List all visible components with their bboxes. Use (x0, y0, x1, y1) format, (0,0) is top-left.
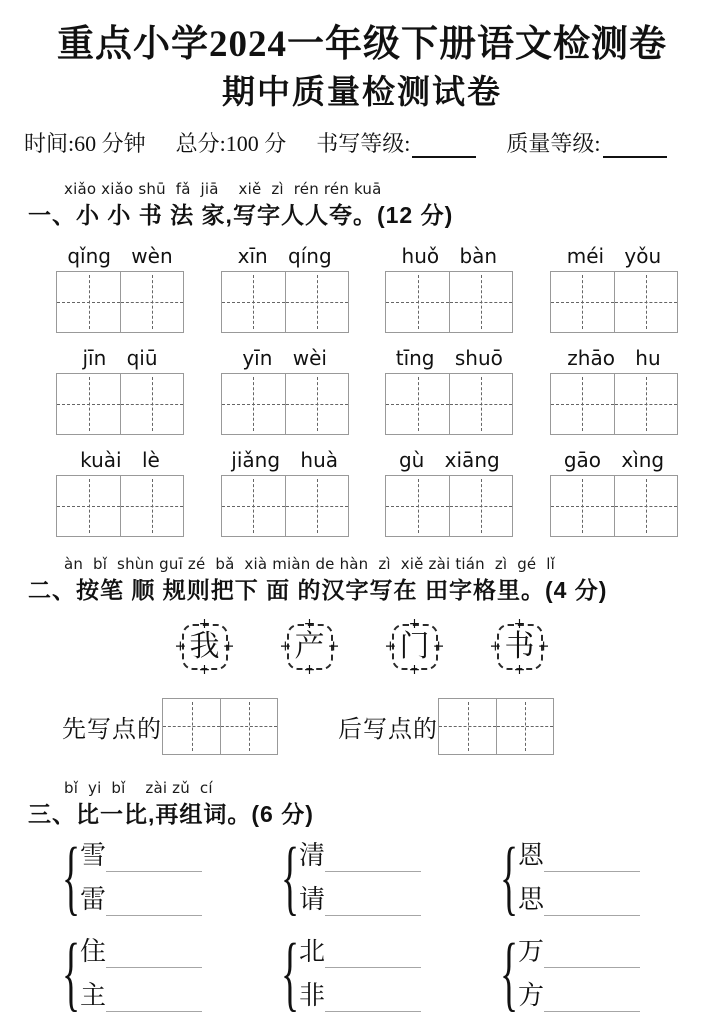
brace-icon: { (500, 830, 519, 924)
word-pinyin: xīn qíng (237, 243, 332, 268)
section1-pinyin-hint: xiǎo xiǎo shū fǎ jiā xiě zì rén rén kuā (64, 179, 382, 198)
tianzige-cell[interactable] (614, 272, 677, 332)
tianzige-cell[interactable] (222, 476, 285, 536)
brace-icon: { (62, 830, 81, 924)
tianzige-cell[interactable] (285, 374, 348, 434)
brace-icon: { (62, 926, 81, 1020)
word-pinyin: qǐng wèn (67, 243, 173, 268)
word-block (221, 244, 349, 333)
word-pinyin: tīng shuō (395, 345, 503, 370)
word-pinyin: zhāo hu (567, 345, 661, 370)
pair-line (80, 884, 202, 916)
word-row (56, 346, 678, 435)
section3-heading: 三、比一比,再组词。(6 分) (28, 800, 314, 827)
first-dot-label: 先写点的 (62, 716, 162, 743)
pair-char-bottom: 思 (518, 884, 545, 914)
word-block (56, 244, 184, 333)
tianzige-box (550, 373, 678, 435)
tianzige-cell[interactable] (551, 476, 614, 536)
word-block (221, 448, 349, 537)
word-pinyin: huǒ bàn (401, 243, 498, 268)
compare-pair (500, 830, 719, 924)
answer-blank[interactable] (106, 940, 202, 968)
pair-char-top: 北 (299, 936, 326, 966)
answer-blank[interactable] (544, 940, 640, 968)
word-pinyin: méi yǒu (566, 243, 662, 268)
tianzige-box (56, 373, 184, 435)
word-pinyin: jiǎng huà (231, 447, 339, 472)
pair-line (80, 936, 202, 968)
brace-icon: { (281, 830, 300, 924)
pair-char-bottom: 雷 (80, 884, 107, 914)
tianzige-box (56, 271, 184, 333)
tianzige-cell[interactable] (386, 272, 449, 332)
section1-word-grid (0, 244, 724, 537)
pair-line (299, 884, 421, 916)
word-pinyin: kuài lè (80, 447, 160, 472)
compare-pair (281, 926, 500, 1020)
section2-heading: 二、按笔 顺 规则把下 面 的汉字写在 田字格里。(4 分) (28, 576, 608, 603)
exam-subtitle: 期中质量检测试卷 (222, 74, 502, 111)
stroke-char: 书 (504, 629, 535, 663)
stroke-order-characters (0, 624, 724, 670)
tianzige-cell[interactable] (120, 374, 183, 434)
answer-blank[interactable] (544, 984, 640, 1012)
tianzige-cell[interactable] (439, 699, 496, 754)
tianzige-box (550, 475, 678, 537)
tianzige-box (221, 475, 349, 537)
pair-char-top: 雪 (80, 840, 107, 870)
last-dot-label: 后写点的 (338, 716, 438, 743)
pair-line (518, 936, 640, 968)
answer-blank[interactable] (325, 844, 421, 872)
pair-line (80, 840, 202, 872)
tianzige-cell[interactable] (449, 374, 512, 434)
writing-grade-blank[interactable] (412, 134, 476, 158)
pair-chars (80, 840, 202, 916)
stroke-char: 我 (189, 629, 220, 663)
first-dot-group (62, 698, 278, 755)
word-block (221, 346, 349, 435)
dot-order-answer-row (62, 698, 724, 755)
pair-line (80, 980, 202, 1012)
word-block (550, 346, 678, 435)
answer-blank[interactable] (544, 888, 640, 916)
tianzige-cell[interactable] (614, 374, 677, 434)
tianzige-box (162, 698, 278, 755)
word-row (56, 448, 678, 537)
tianzige-box (385, 271, 513, 333)
exam-meta-row (24, 127, 724, 158)
tianzige-box (221, 271, 349, 333)
answer-blank[interactable] (325, 940, 421, 968)
tianzige-box (550, 271, 678, 333)
word-pinyin: gù xiāng (398, 447, 500, 472)
pair-char-top: 住 (80, 936, 107, 966)
pair-chars (518, 840, 640, 916)
stroke-char-box (287, 624, 333, 670)
pair-char-bottom: 请 (299, 884, 326, 914)
meta-quality-grade (506, 127, 666, 158)
tianzige-cell[interactable] (551, 374, 614, 434)
word-row (56, 244, 678, 333)
compare-pair (62, 830, 281, 924)
tianzige-cell[interactable] (449, 272, 512, 332)
word-block (385, 244, 513, 333)
tianzige-cell[interactable] (120, 272, 183, 332)
tianzige-box (221, 373, 349, 435)
stroke-char: 产 (294, 629, 325, 663)
pair-chars (299, 936, 421, 1012)
pair-line (518, 884, 640, 916)
tianzige-cell[interactable] (57, 476, 120, 536)
section1-heading: 一、小 小 书 法 家,写字人人夸。(12 分) (28, 201, 454, 228)
meta-total-score: 总分:100 分 (175, 130, 287, 156)
pair-line (299, 980, 421, 1012)
tianzige-cell[interactable] (496, 699, 553, 754)
answer-blank[interactable] (544, 844, 640, 872)
last-dot-group (338, 698, 554, 755)
tianzige-cell[interactable] (285, 476, 348, 536)
answer-blank[interactable] (106, 888, 202, 916)
compare-pairs-grid (62, 830, 724, 1020)
exam-title: 重点小学2024一年级下册语文检测卷 (57, 24, 667, 65)
pair-chars (299, 840, 421, 916)
pair-chars (80, 936, 202, 1012)
tianzige-cell[interactable] (120, 476, 183, 536)
meta-writing-grade (316, 127, 476, 158)
tianzige-cell[interactable] (449, 476, 512, 536)
quality-grade-label: 质量等级: (506, 130, 601, 156)
pair-char-bottom: 主 (80, 980, 107, 1010)
meta-time: 时间:60 分钟 (24, 130, 146, 156)
tianzige-cell[interactable] (386, 476, 449, 536)
word-block (550, 244, 678, 333)
answer-blank[interactable] (325, 984, 421, 1012)
tianzige-cell[interactable] (614, 476, 677, 536)
writing-grade-label: 书写等级: (316, 130, 411, 156)
tianzige-box (56, 475, 184, 537)
word-block (385, 346, 513, 435)
section2-pinyin-hint: àn bǐ shùn guī zé bǎ xià miàn de hàn zì xiě zài tián zì gé lǐ (64, 554, 556, 573)
pair-line (299, 936, 421, 968)
tianzige-box (385, 373, 513, 435)
brace-icon: { (500, 926, 519, 1020)
tianzige-cell[interactable] (163, 699, 220, 754)
brace-icon: { (281, 926, 300, 1020)
compare-pair (281, 830, 500, 924)
stroke-char: 门 (399, 629, 430, 663)
tianzige-cell[interactable] (222, 374, 285, 434)
tianzige-cell[interactable] (57, 272, 120, 332)
tianzige-cell[interactable] (386, 374, 449, 434)
word-block (550, 448, 678, 537)
pair-char-top: 恩 (518, 840, 545, 870)
pair-line (299, 840, 421, 872)
word-pinyin: jīn qiū (82, 345, 158, 370)
tianzige-cell[interactable] (551, 272, 614, 332)
compare-pair (62, 926, 281, 1020)
section3-pinyin-hint: bǐ yi bǐ zài zǔ cí (64, 778, 213, 797)
word-block (56, 346, 184, 435)
tianzige-cell[interactable] (285, 272, 348, 332)
pair-char-top: 万 (518, 936, 545, 966)
pair-char-bottom: 非 (299, 980, 326, 1010)
tianzige-cell[interactable] (220, 699, 277, 754)
tianzige-box (385, 475, 513, 537)
tianzige-cell[interactable] (57, 374, 120, 434)
answer-blank[interactable] (106, 984, 202, 1012)
tianzige-box (438, 698, 554, 755)
word-block (385, 448, 513, 537)
answer-blank[interactable] (106, 844, 202, 872)
pair-char-top: 清 (299, 840, 326, 870)
tianzige-cell[interactable] (222, 272, 285, 332)
word-pinyin: gāo xìng (563, 447, 665, 472)
pair-line (518, 840, 640, 872)
pair-line (518, 980, 640, 1012)
answer-blank[interactable] (325, 888, 421, 916)
word-pinyin: yīn wèi (242, 345, 327, 370)
stroke-char-box (497, 624, 543, 670)
quality-grade-blank[interactable] (603, 134, 667, 158)
compare-pair (500, 926, 719, 1020)
pair-chars (518, 936, 640, 1012)
pair-char-bottom: 方 (518, 980, 545, 1010)
stroke-char-box (392, 624, 438, 670)
word-block (56, 448, 184, 537)
stroke-char-box (182, 624, 228, 670)
